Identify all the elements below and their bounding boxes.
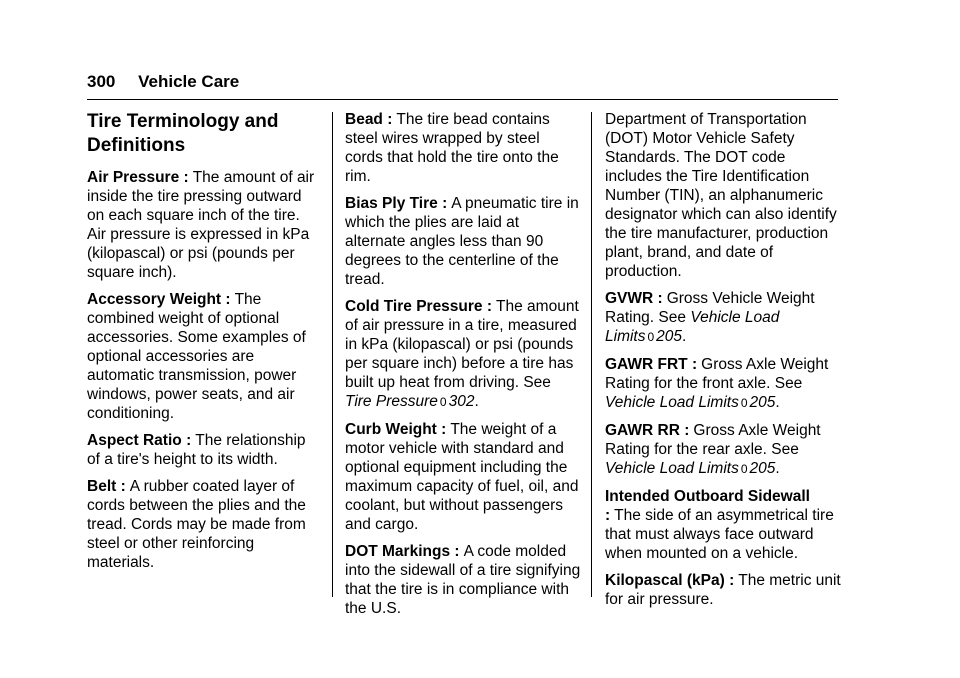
entry-definition: The side of an asymmetrical tire that must always face outward when mounted on a vehicle.: [605, 507, 834, 562]
glossary-entry: [345, 194, 581, 289]
term-separator: :: [186, 432, 192, 449]
term-separator: :: [691, 356, 698, 373]
reference-title: Vehicle Load Limits: [605, 309, 780, 345]
column-divider: [591, 112, 592, 597]
term-separator: :: [120, 478, 126, 495]
glossary-entry: GAWR RR : Gross Axle Weight Rating for the rear axle. See Vehicle Load Limits 0 205.: [605, 422, 821, 477]
glossary-entry: GVWR : Gross Vehicle Weight Rating. See Vehicle Load Limits 0 205.: [605, 290, 815, 345]
glossary-entry: [605, 487, 841, 563]
entry-term: Bias Ply Tire: [345, 195, 438, 212]
entry-definition: A pneumatic tire in which the plies are laid at alternate angles less than 90 degrees to the centerline of the tread.: [345, 195, 579, 288]
entry-term: Kilopascal (kPa): [605, 572, 725, 589]
entry-term: Intended Outboard Sidewall: [605, 488, 810, 505]
column-1: [87, 110, 317, 580]
entry-term: Curb Weight: [345, 421, 437, 438]
term-separator: :: [183, 169, 189, 186]
page-ref-icon: 0: [647, 330, 655, 344]
entry-term: GAWR FRT: [605, 356, 688, 373]
entry-definition: A code molded into the sidewall of a tire signifying that the tire is in compliance with the U.S.: [345, 543, 581, 617]
cross-reference-link[interactable]: [605, 394, 775, 411]
term-separator: :: [684, 422, 690, 439]
glossary-entry: [87, 477, 317, 572]
entry-definition: Gross Axle Weight Rating for the rear axle. See: [605, 422, 821, 458]
entry-term: GAWR RR: [605, 422, 680, 439]
glossary-entry: [605, 571, 841, 609]
glossary-entry: GAWR FRT : Gross Axle Weight Rating for the front axle. See Vehicle Load Limits 0 205.: [605, 356, 829, 411]
entry-term: Accessory Weight: [87, 291, 222, 308]
glossary-entry: [345, 542, 581, 618]
entries: [87, 168, 317, 572]
term-separator: :: [486, 298, 493, 315]
entry-definition: The amount of air pressure in a tire, measured in kPa (kilopascal) or psi (pounds per square inch) before a tire has built up heat from driving. See: [345, 298, 579, 391]
reference-page: 205: [749, 394, 776, 411]
entry-definition: Gross Vehicle Weight Rating. See: [605, 290, 815, 326]
column-2: [345, 110, 581, 626]
page-ref-icon: 0: [740, 462, 748, 476]
reference-page: 205: [749, 460, 776, 477]
entry-definition: The tire bead contains steel wires wrapped by steel cords that hold the tire onto the rim.: [345, 111, 559, 185]
entries: [345, 110, 581, 618]
entry-definition: The amount of air inside the tire pressing outward on each square inch of the tire. Air pressure is expressed in kPa (kilopascal) or psi (pounds per square inch).: [87, 169, 315, 281]
entry-term: Aspect Ratio: [87, 432, 182, 449]
entry-term: Bead: [345, 111, 383, 128]
glossary-entry: [87, 168, 317, 282]
entry-definition: The weight of a motor vehicle with standard and optional equipment including the maximum capacity of fuel, oil, and coolant, but without passengers and cargo.: [345, 421, 579, 533]
entry-term: Belt: [87, 478, 117, 495]
reference-title: Vehicle Load Limits: [605, 460, 739, 477]
page-header: [87, 72, 239, 92]
term-separator: :: [442, 195, 448, 212]
page-ref-icon: 0: [740, 396, 748, 410]
term-separator: :: [441, 421, 447, 438]
reference-page: 205: [656, 328, 683, 345]
entry-term: GVWR: [605, 290, 654, 307]
column-3: [605, 110, 841, 617]
cross-reference-link[interactable]: [605, 460, 775, 477]
header-rule: [87, 99, 838, 100]
page-ref-icon: 0: [439, 395, 447, 409]
column-divider: [332, 112, 333, 597]
reference-title: Tire Pressure: [345, 393, 438, 410]
page-number: 300: [87, 72, 116, 91]
term-separator: :: [387, 111, 393, 128]
entry-definition: The combined weight of optional accessories. Some examples of optional accessories are automatic transmission, power windows, power seats, and air conditioning.: [87, 291, 306, 422]
entry-definition: The relationship of a tire's height to its width.: [87, 432, 306, 468]
term-separator: :: [454, 543, 460, 560]
glossary-entry: [87, 290, 317, 423]
cross-reference-link[interactable]: [345, 393, 474, 410]
reference-title: Vehicle Load Limits: [605, 394, 739, 411]
glossary-entry: [345, 110, 581, 186]
glossary-entry: [345, 420, 581, 534]
term-separator: :: [657, 290, 663, 307]
term-separator: :: [225, 291, 231, 308]
entry-term: Air Pressure: [87, 169, 180, 186]
glossary-entry: Cold Tire Pressure : The amount of air pressure in a tire, measured in kPa (kilopascal) or psi (pounds per square inch) before a tire has built up heat from driving. See Tire Pressure 0 302.: [345, 298, 579, 410]
continuation-text: Department of Transportation (DOT) Motor Vehicle Safety Standards. The DOT code includes the Tire Identification Number (TIN), an alphanumeric designator which can also identify the tire manufacturer, production plant, brand, and date of production.: [605, 111, 837, 280]
section-title: Vehicle Care: [138, 72, 240, 91]
term-separator: :: [729, 572, 735, 589]
entry-definition: A rubber coated layer of cords between the plies and the tread. Cords may be made from steel or other reinforcing materials.: [87, 478, 306, 571]
page-title: Tire Terminology and Definitions: [87, 111, 279, 156]
term-separator: :: [605, 507, 611, 524]
entry-term: Cold Tire Pressure: [345, 298, 483, 315]
entry-term: DOT Markings: [345, 543, 451, 560]
reference-page: 302: [448, 393, 475, 410]
entries: [605, 289, 841, 609]
entry-definition: The metric unit for air pressure.: [605, 572, 841, 608]
glossary-entry: [87, 431, 317, 469]
entry-definition: Gross Axle Weight Rating for the front axle. See: [605, 356, 829, 392]
